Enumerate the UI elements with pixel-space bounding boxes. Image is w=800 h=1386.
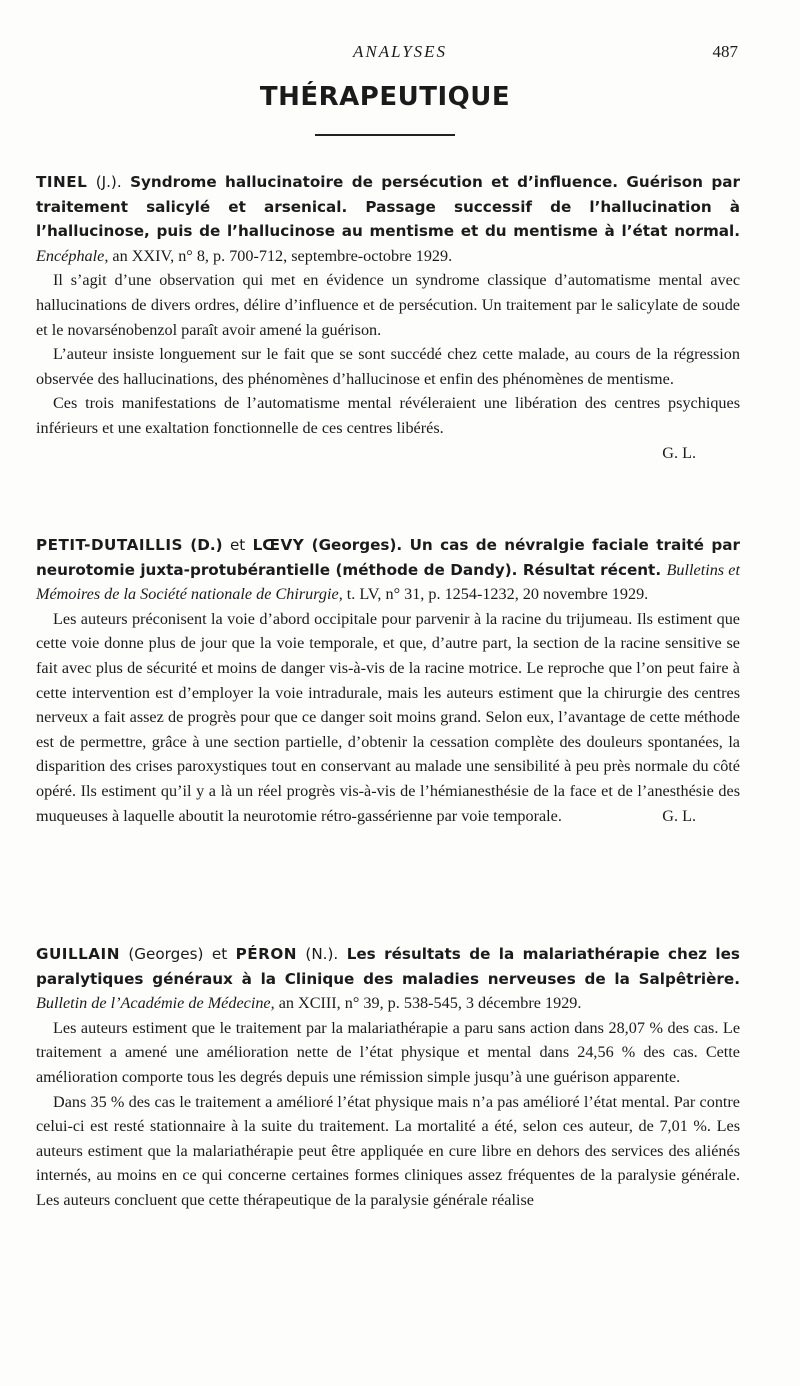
paragraph-text: Les auteurs préconisent la voie d’abord occipitale pour parvenir à la racine du trijumeau. Ils estiment que cette voie donne plus de jour que la voie temporale, et que, d’autre part, la section de la racine sensitive se fait avec plus de sécurité et moins de danger vis-à-vis de la racine motrice. Le reproche que l’on peut faire à cette intervention est d’employer la voie intradurale, mais les auteurs estiment que la chirurgie des centres nerveux a fait assez de progrès pour que ce danger soit moins grand. Selon eux, l’avantage de cette méthode est de permettre, grâce à une section partielle, d’obtenir la cessation complète des douleurs spontanées, la disparition des crises paroxystiques tout en conservant au malade une sensibilité à peu près normale du côté opéré. Ils estiment qu’il y a là un réel progrès vis-à-vis de l’hémianesthésie de la face et de l’anesthésie des muqueuses à laquelle aboutit la neurotomie rétro-gassérienne par voie temporale. bbox=[36, 609, 740, 825]
paragraph: Dans 35 % des cas le traitement a amélioré l’état physique mais n’a pas amélioré l’état mental. Par contre celui-ci est resté stationnaire à la suite du traitement. La mortalité a été, selon ces auteur, de 7,01 %. Les auteurs estiment que la malariathérapie peut être appliquée en cure libre en dehors des services des aliénés internés, au moins en ce qui concerne certaines formes cliniques assez fréquentes de la paralysie générale. Les auteurs concluent que cette thérapeutique de la paralysie générale réalise bbox=[36, 1092, 740, 1209]
reference: an XXIV, n° 8, p. 700-712, septembre-octobre 1929. bbox=[112, 246, 453, 265]
reference: t. LV, n° 31, p. 1254-1232, 20 novembre 1929. bbox=[346, 585, 649, 604]
author-name: GUILLAIN bbox=[36, 945, 120, 963]
running-head bbox=[0, 42, 800, 64]
coauthor-initial: (N.). bbox=[305, 945, 339, 963]
author-joiner: et bbox=[229, 536, 246, 554]
author-name: PETIT-DUTAILLIS bbox=[36, 536, 183, 554]
journal-name: Bulletins et Mémoires de la Société nationale de Chirurgie, bbox=[36, 560, 740, 604]
coauthor-name: LŒVY bbox=[252, 536, 305, 554]
abstract-entry-petit-dutaillis bbox=[36, 533, 740, 828]
signature: G. L. bbox=[662, 806, 696, 825]
paragraph: Les auteurs estiment que le traitement par la malariathérapie a paru sans action dans 28,07 % des cas. Le traitement a amené une amélioration nette de l’état physique et mental dans 24,56 % des cas. Cette amélioration comporte tous les degrés depuis une rémission simple jusqu’à une guérison apparente. bbox=[36, 1018, 740, 1086]
author-initial: (Georges) bbox=[128, 945, 204, 963]
running-head-title: ANALYSES bbox=[352, 42, 448, 61]
page-number: 487 bbox=[712, 42, 738, 61]
signature: G. L. bbox=[662, 443, 696, 462]
author-name: TINEL bbox=[36, 173, 88, 191]
article-title: Un cas de névralgie faciale traité par neurotomie juxta-protubérantielle (méthode de Dandy). Résultat récent. bbox=[36, 536, 740, 579]
author-joiner: et bbox=[211, 945, 228, 963]
reference: an XCIII, n° 39, p. 538-545, 3 décembre 1929. bbox=[278, 994, 582, 1013]
author-initial: (D.) bbox=[190, 536, 223, 554]
paragraph: Il s’agit d’une observation qui met en évidence un syndrome classique d’automatisme mental avec hallucinations de divers ordres, délire d’influence et de persécution. Un traitement par le salicylate de soude et le novarsénobenzol paraît avoir amené la guérison. bbox=[36, 271, 740, 339]
entry-heading bbox=[36, 533, 740, 607]
article-title: Les résultats de la malariathérapie chez les paralytiques généraux à la Clinique des maladies nerveuses de la Salpêtrière. bbox=[36, 945, 740, 988]
section-title: THÉRAPEUTIQUE bbox=[259, 82, 511, 112]
author-initial: (J.). bbox=[95, 173, 122, 191]
entry-heading bbox=[36, 942, 740, 1016]
article-title: Syndrome hallucinatoire de persécution et d’influence. Guérison par traitement salicylé et arsenical. Passage successif de l’hallucination à l’hallucinose, puis de l’hallucinose au mentisme et du mentisme à l’état normal. bbox=[36, 173, 740, 241]
journal-name: Bulletin de l’Académie de Médecine, bbox=[36, 994, 275, 1013]
paragraph: L’auteur insiste longuement sur le fait que se sont succédé chez cette malade, au cours de la régression observée des hallucinations, des phénomènes d’hallucinose et enfin des phénomènes de mentisme. bbox=[36, 345, 740, 388]
abstract-entry-tinel bbox=[36, 170, 740, 465]
abstract-entry-guillain bbox=[36, 942, 740, 1213]
title-rule bbox=[315, 134, 455, 136]
journal-name: Encéphale, bbox=[36, 246, 109, 265]
coauthor-initial: (Georges). bbox=[311, 536, 403, 554]
coauthor-name: PÉRON bbox=[235, 945, 297, 963]
entry-heading bbox=[36, 170, 740, 268]
paragraph bbox=[36, 607, 740, 828]
paragraph: Ces trois manifestations de l’automatisme mental révéleraient une libération des centres psychiques inférieurs et une exaltation fonctionnelle de ces centres libérés. bbox=[36, 394, 740, 437]
